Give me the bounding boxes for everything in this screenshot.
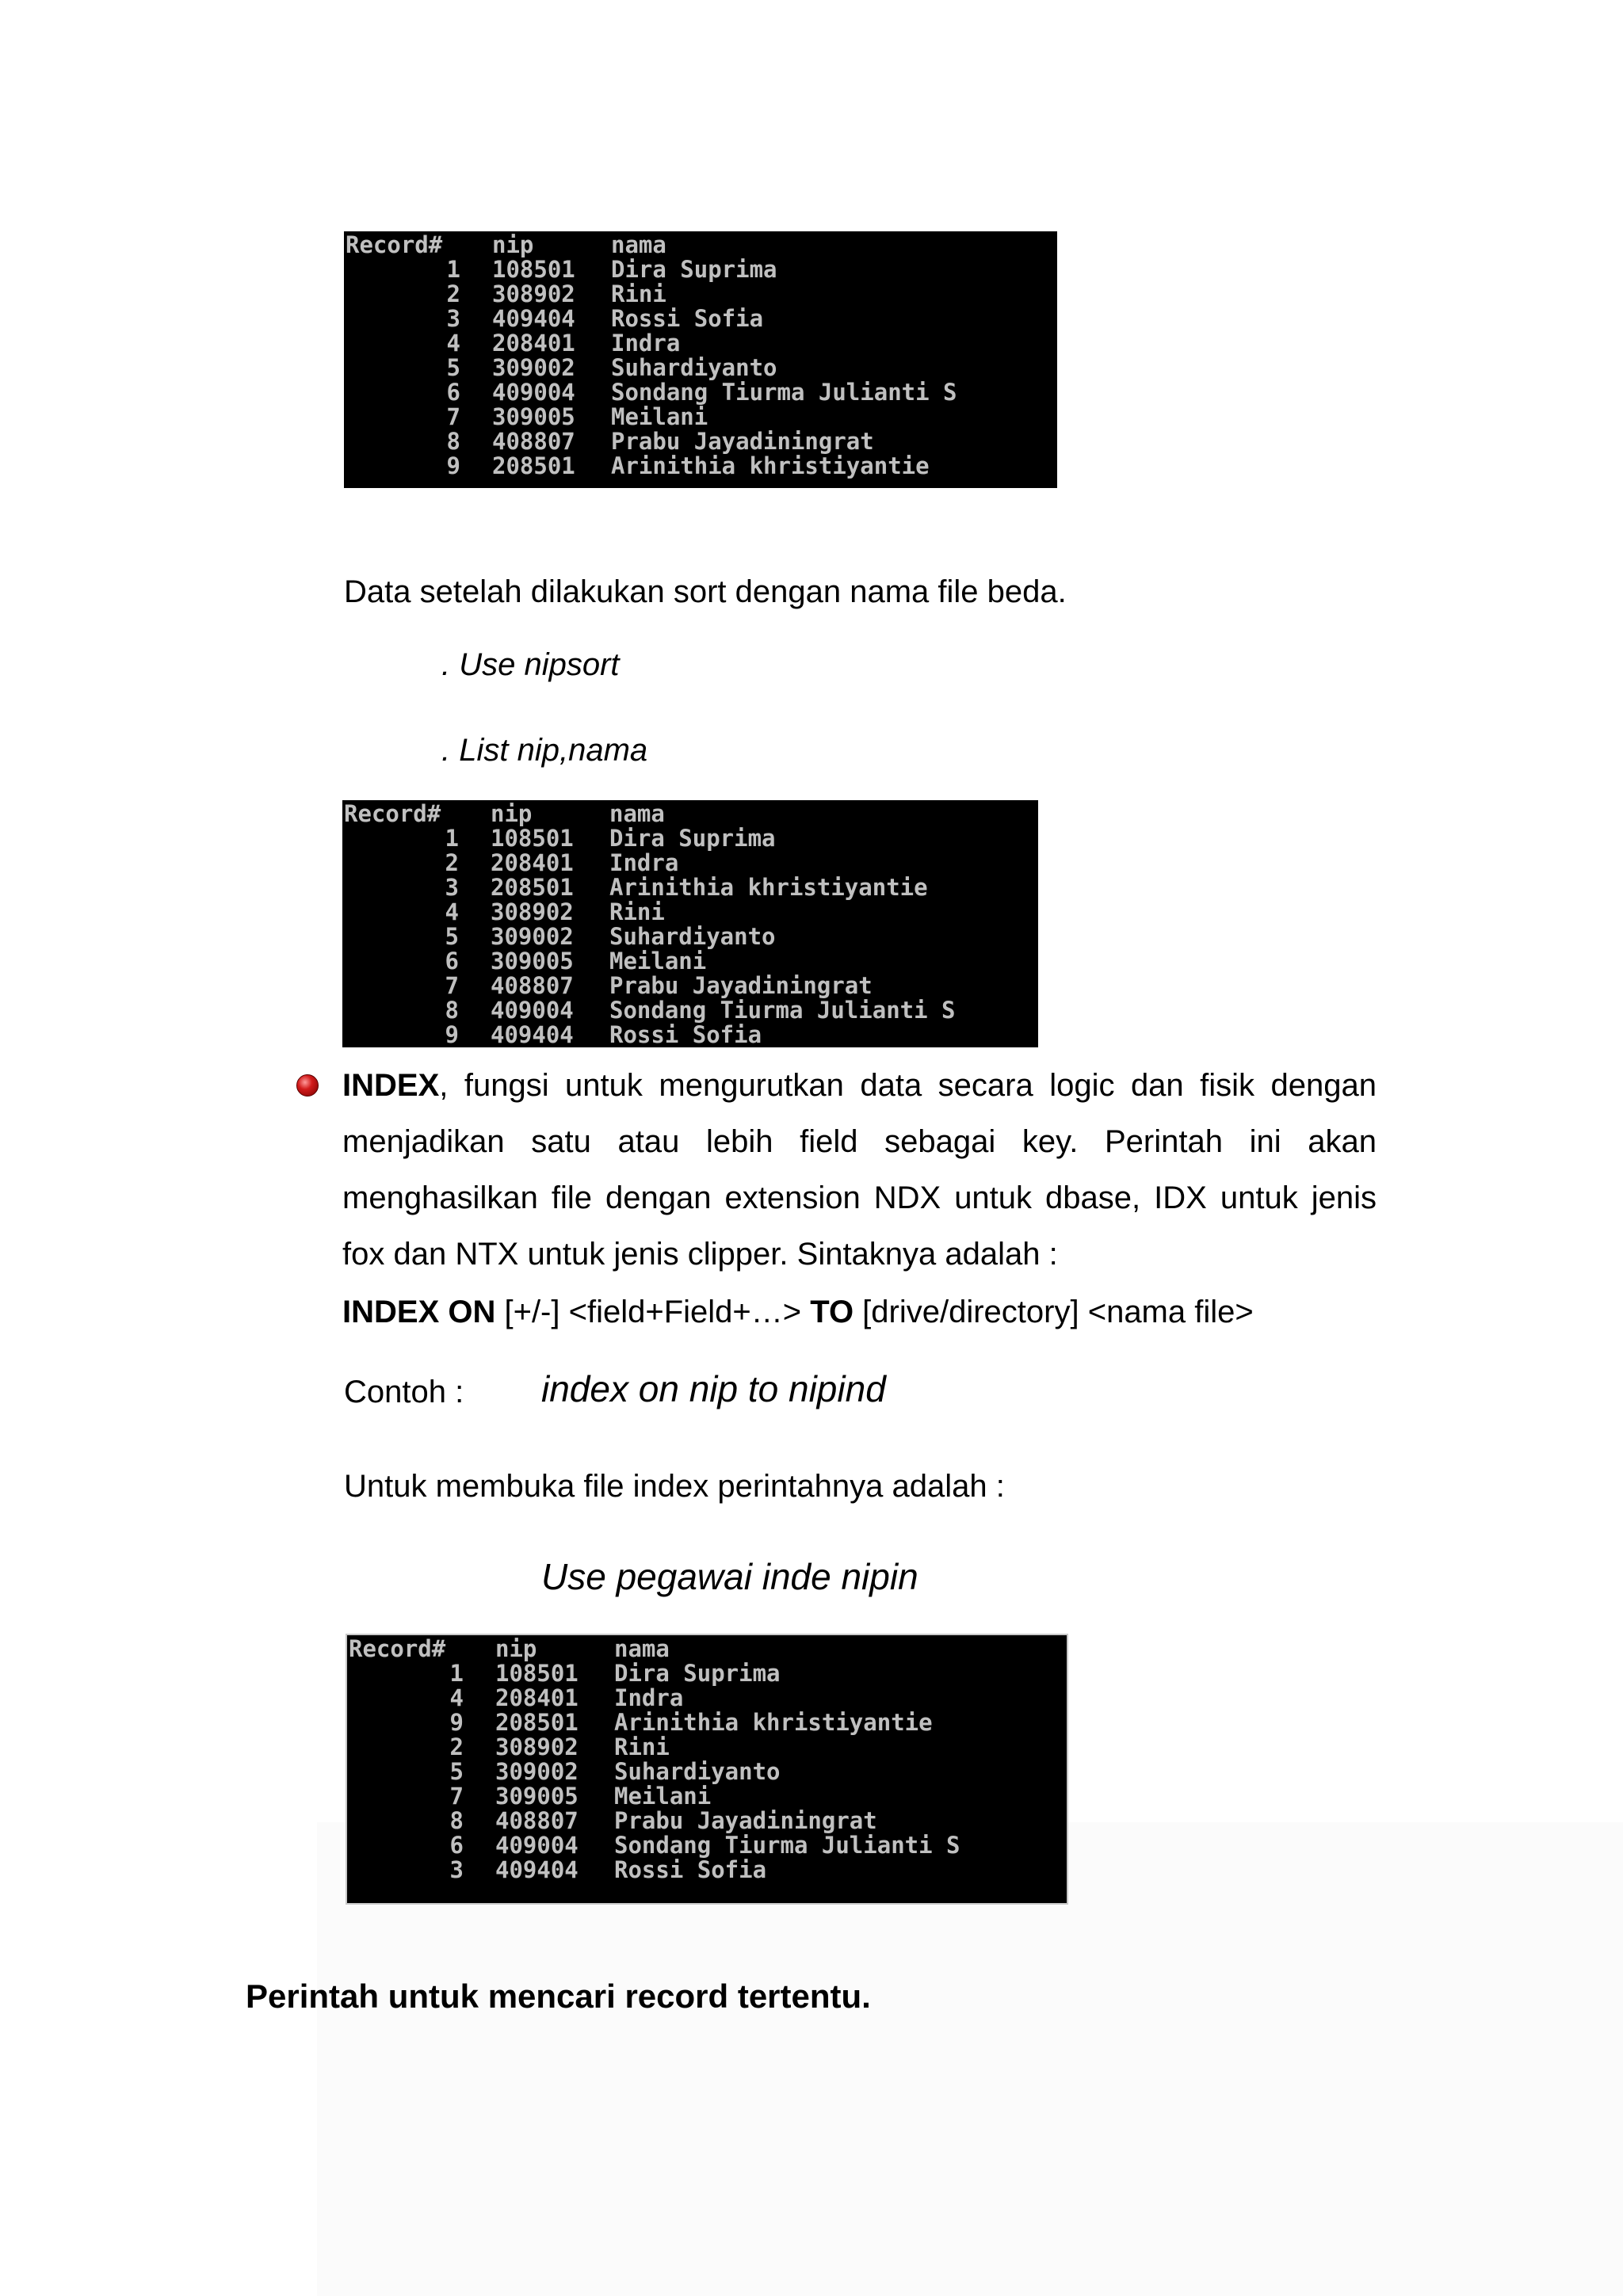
syntax-keyword-to: TO — [810, 1295, 854, 1329]
record-number: 9 — [449, 1709, 464, 1736]
syntax-line — [342, 1293, 1254, 1331]
table-row — [344, 851, 1038, 875]
nama-cell: Sondang Tiurma Julianti S — [611, 379, 957, 406]
table-row — [349, 1833, 1067, 1858]
nama-cell: Dira Suprima — [611, 256, 777, 283]
record-number: 2 — [445, 849, 459, 876]
table-row — [344, 900, 1038, 925]
nama-cell: Arinithia khristiyantie — [611, 452, 930, 479]
table-row — [344, 826, 1038, 851]
nip-cell: 208501 — [491, 874, 574, 901]
table-row — [346, 454, 1057, 479]
nama-cell: Prabu Jayadiningrat — [609, 972, 873, 999]
console-output-3 — [346, 1634, 1068, 1905]
col-nama-header: nama — [614, 1635, 670, 1662]
table-row — [344, 925, 1038, 949]
table-header — [344, 802, 1038, 826]
nip-cell: 308902 — [491, 898, 574, 925]
record-number: 1 — [449, 1660, 464, 1687]
table-row — [346, 257, 1057, 282]
record-number: 5 — [446, 354, 460, 381]
table-row — [349, 1686, 1067, 1711]
nip-cell: 409404 — [495, 1856, 579, 1883]
nip-cell: 309005 — [492, 403, 575, 430]
nip-cell: 309005 — [495, 1783, 579, 1810]
record-number: 4 — [445, 898, 459, 925]
col-record-header: Record# — [346, 231, 443, 258]
col-nama-header: nama — [611, 231, 666, 258]
table-row — [349, 1784, 1067, 1809]
record-number: 6 — [449, 1832, 464, 1859]
record-number: 4 — [449, 1684, 464, 1711]
nip-cell: 409404 — [491, 1021, 574, 1047]
index-keyword: INDEX — [342, 1068, 440, 1103]
col-record-header: Record# — [344, 800, 441, 827]
nama-cell: Rossi Sofia — [614, 1856, 767, 1883]
open-index-command: Use pegawai inde nipin — [541, 1556, 918, 1597]
record-number: 2 — [446, 280, 460, 307]
nama-cell: Rini — [611, 280, 666, 307]
nip-cell: 408807 — [492, 428, 575, 455]
nama-cell: Meilani — [611, 403, 708, 430]
nama-cell: Indra — [611, 330, 681, 357]
table-row — [349, 1858, 1067, 1882]
nama-cell: Suhardiyanto — [611, 354, 777, 381]
table-row — [346, 356, 1057, 380]
nama-cell: Dira Suprima — [614, 1660, 781, 1687]
nama-cell: Arinithia khristiyantie — [609, 874, 928, 901]
table-header — [349, 1637, 1067, 1661]
nama-cell: Dira Suprima — [609, 825, 776, 852]
col-record-header: Record# — [349, 1635, 446, 1662]
record-number: 7 — [449, 1783, 464, 1810]
record-number: 1 — [446, 256, 460, 283]
index-paragraph — [342, 1058, 1377, 1283]
nama-cell: Suhardiyanto — [609, 923, 776, 950]
nip-cell: 208501 — [495, 1709, 579, 1736]
record-number: 8 — [446, 428, 460, 455]
nama-cell: Indra — [609, 849, 679, 876]
console-output-1 — [344, 231, 1057, 488]
syntax-args: [+/-] <field+Field+…> — [495, 1295, 811, 1329]
nip-cell: 309002 — [491, 923, 574, 950]
nama-cell: Rossi Sofia — [609, 1021, 762, 1047]
nip-cell: 208401 — [491, 849, 574, 876]
nama-cell: Meilani — [609, 948, 707, 974]
nip-cell: 309005 — [491, 948, 574, 974]
open-index-text: Untuk membuka file index perintahnya adalah : — [344, 1469, 1005, 1504]
record-number: 6 — [446, 379, 460, 406]
nip-cell: 409004 — [492, 379, 575, 406]
record-number: 9 — [446, 452, 460, 479]
nama-cell: Sondang Tiurma Julianti S — [614, 1832, 960, 1859]
nip-cell: 308902 — [492, 280, 575, 307]
record-number: 5 — [445, 923, 459, 950]
syntax-target: [drive/directory] <nama file> — [854, 1295, 1254, 1329]
record-number: 7 — [445, 972, 459, 999]
nip-cell: 308902 — [495, 1733, 579, 1760]
command-list: . List nip,nama — [441, 733, 648, 768]
record-number: 5 — [449, 1758, 464, 1785]
nip-cell: 409404 — [492, 305, 575, 332]
nip-cell: 409004 — [495, 1832, 579, 1859]
table-row — [349, 1735, 1067, 1760]
record-number: 8 — [449, 1807, 464, 1834]
bullet-icon — [296, 1074, 319, 1097]
table-row — [344, 1023, 1038, 1047]
table-row — [346, 331, 1057, 356]
record-number: 3 — [449, 1856, 464, 1883]
record-number: 7 — [446, 403, 460, 430]
console-output-2 — [342, 800, 1038, 1047]
table-row — [344, 875, 1038, 900]
col-nama-header: nama — [609, 800, 665, 827]
nama-cell: Arinithia khristiyantie — [614, 1709, 933, 1736]
caption-sort: Data setelah dilakukan sort dengan nama file beda. — [344, 574, 1067, 609]
table-row — [346, 405, 1057, 429]
nip-cell: 108501 — [495, 1660, 579, 1687]
record-number: 6 — [445, 948, 459, 974]
nama-cell: Rini — [609, 898, 665, 925]
table-header — [346, 233, 1057, 257]
nama-cell: Rini — [614, 1733, 670, 1760]
example-label: Contoh : — [344, 1375, 464, 1409]
nama-cell: Meilani — [614, 1783, 712, 1810]
table-row — [349, 1809, 1067, 1833]
table-row — [344, 998, 1038, 1023]
record-number: 1 — [445, 825, 459, 852]
col-nip-header: nip — [495, 1635, 537, 1662]
table-row — [346, 307, 1057, 331]
nip-cell: 208401 — [492, 330, 575, 357]
section-heading: Perintah untuk mencari record tertentu. — [246, 1978, 871, 2015]
record-number: 2 — [449, 1733, 464, 1760]
record-number: 3 — [446, 305, 460, 332]
nama-cell: Sondang Tiurma Julianti S — [609, 997, 956, 1024]
nip-cell: 408807 — [491, 972, 574, 999]
record-number: 9 — [445, 1021, 459, 1047]
table-row — [344, 949, 1038, 974]
table-row — [346, 380, 1057, 405]
table-row — [344, 974, 1038, 998]
nip-cell: 409004 — [491, 997, 574, 1024]
nip-cell: 309002 — [495, 1758, 579, 1785]
nip-cell: 208501 — [492, 452, 575, 479]
record-number: 8 — [445, 997, 459, 1024]
nip-cell: 309002 — [492, 354, 575, 381]
record-number: 4 — [446, 330, 460, 357]
nip-cell: 108501 — [492, 256, 575, 283]
table-row — [346, 282, 1057, 307]
col-nip-header: nip — [492, 231, 534, 258]
nama-cell: Rossi Sofia — [611, 305, 764, 332]
nama-cell: Prabu Jayadiningrat — [611, 428, 874, 455]
command-use: . Use nipsort — [441, 647, 620, 682]
col-nip-header: nip — [491, 800, 533, 827]
table-row — [346, 429, 1057, 454]
nip-cell: 208401 — [495, 1684, 579, 1711]
table-row — [349, 1711, 1067, 1735]
nama-cell: Indra — [614, 1684, 684, 1711]
nama-cell: Prabu Jayadiningrat — [614, 1807, 877, 1834]
table-row — [349, 1661, 1067, 1686]
nip-cell: 408807 — [495, 1807, 579, 1834]
example-command: index on nip to nipind — [541, 1368, 886, 1409]
index-description: , fungsi untuk mengurutkan data secara logic dan fisik dengan menjadikan satu atau lebih field sebagai key. Perintah ini akan menghasilkan file dengan extension NDX untuk dbase, IDX untuk jenis fox dan NTX untuk jenis clipper. Sintaknya adalah : — [342, 1068, 1377, 1272]
nama-cell: Suhardiyanto — [614, 1758, 781, 1785]
syntax-keyword-index-on: INDEX ON — [342, 1295, 496, 1329]
record-number: 3 — [445, 874, 459, 901]
nip-cell: 108501 — [491, 825, 574, 852]
table-row — [349, 1760, 1067, 1784]
